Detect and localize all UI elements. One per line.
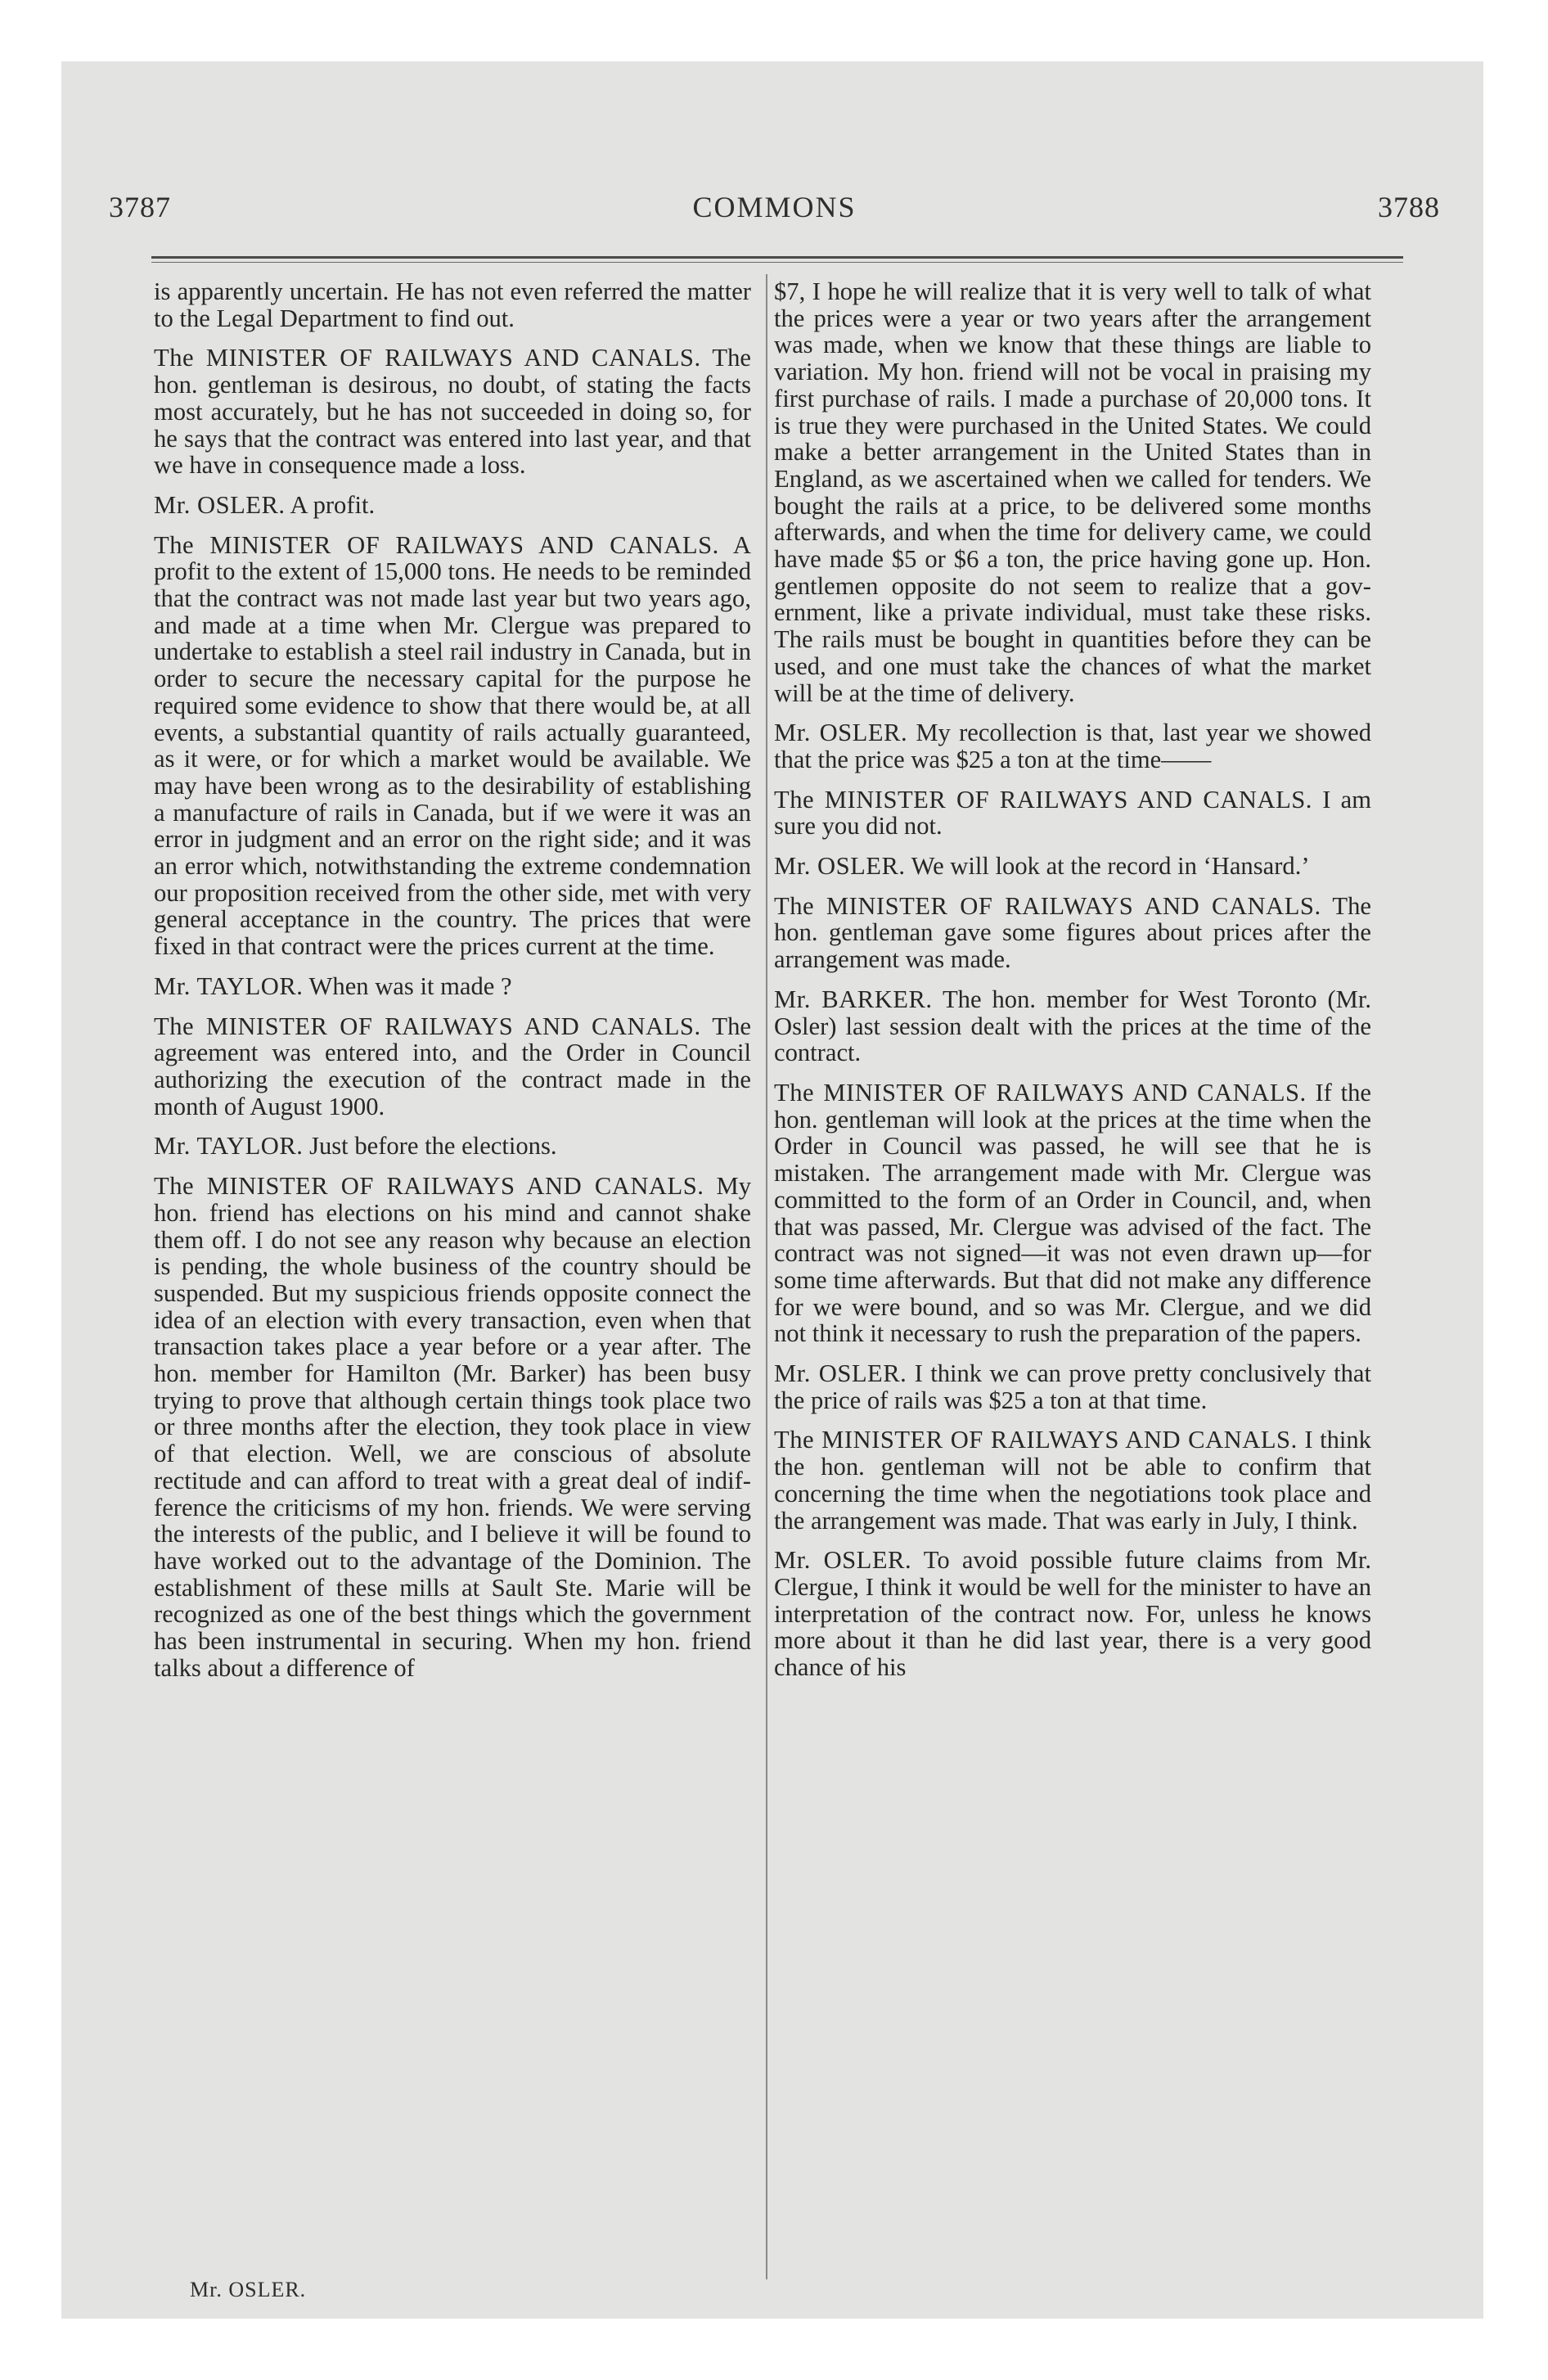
speaker-name: The MINISTER OF RAILWAYS AND CANALS. [774, 785, 1312, 814]
page-header [109, 190, 1440, 231]
paragraph-text: A profit to the extent of 15,000 tons. He needs to be reminded that the contract was not made last year but two years ago, and made at a time when Mr. Clergue was prepared to undertake to establish a steel rail industry in Canada, but in order to secure the necessary capital for the purpose he required some evidence to show that there would be, at all events, a substantial quantity of rails actually guaranteed, as it were, or for which a market would be available. We may have been wrong as to the desirability of establishing a manufacture of rails in Canada, but if we were it was an error in judgment and an error on the right side; and it was an error which, notwithstanding the extreme condemnation our proposition received from the other side, met with very general acceptance in the country. The prices that were fixed in that contract were the prices current at the time. [154, 530, 751, 961]
paragraph [774, 1547, 1371, 1681]
column-divider [766, 274, 767, 2279]
paragraph [154, 532, 751, 960]
paragraph-text: I am sure you did not. [774, 785, 1372, 841]
speaker-name: Mr. OSLER. [774, 852, 906, 881]
paragraph-text: A profit. [290, 490, 376, 519]
paragraph-text: The hon. gentleman is desirous, no doubt, of stating the facts most accurately, but he has not succeeded in doing so, for he says that the contract was entered into last year, and that we have in consequence made a loss. [154, 344, 751, 480]
speaker-name: The MINISTER OF RAILWAYS AND CANALS. [774, 891, 1321, 920]
paragraph-text: The hon. gentleman gave some figures about prices after the arrangement was made. [774, 891, 1371, 974]
speaker-name: The MINISTER OF RAILWAYS AND CANALS. [774, 1078, 1307, 1107]
paragraph [154, 345, 751, 479]
paragraph-text: Just before the elections. [309, 1132, 557, 1161]
left-column [154, 278, 751, 1694]
speaker-name: Mr. OSLER. [154, 490, 286, 519]
paragraph [774, 853, 1371, 880]
header-rule [151, 256, 1403, 259]
paragraph-text: If the hon. gentleman will look at the prices at the time when the Order in Council was passed, he will see that he is mistaken. The arrangement made with Mr. Clergue was committed to the form of an Order in Council, and, when that was passed, Mr. Clergue was advised of the fact. The contract was not signed—it was not even drawn up—for some time afterwards. But that did not make any difference for we were bound, and so was Mr. Clergue, and we did not think it necessary to rush the preparation of the papers. [774, 1078, 1372, 1348]
speaker-name: Mr. OSLER. [774, 1359, 907, 1388]
header-rule-thin [151, 262, 1403, 263]
paragraph [154, 1013, 751, 1120]
paragraph-text: My hon. friend has elections on his mind and cannot shake them off. I do not see any reason why because an election is pending, the whole business of the country should be suspended. But my suspicious friends opposite connect the idea of an election with every transaction, even when that transaction takes place a year before or a year after. The hon. member for Hamilton (Mr. Barker) has been busy trying to prove that although certain things took place two or three months after the election, they took place in view of that election. Well, we are conscious of absolute rectitude and can afford to treat with a great deal of indifference the criticisms of my hon. friends. We were serving the interests of the public, and I believe it will be found to have worked out to the advantage of the Dominion. The establishment of these mills at Sault Ste. Marie will be recognized as one of the best things which the government has been instrumental in securing. When my hon. friend talks about a difference of [154, 1172, 751, 1682]
page-title: COMMONS [692, 191, 857, 223]
paragraph-text: My recollection is that, last year we showed that the price was $25 a ton at the time—— [774, 719, 1372, 773]
paragraph-text: We will look at the record in ‘Hansard.’ [911, 852, 1310, 881]
right-column [774, 278, 1371, 1694]
paragraph [774, 1360, 1371, 1413]
speaker-name: The MINISTER OF RAILWAYS AND CANALS. [774, 1426, 1298, 1454]
speaker-name: Mr. BARKER. [774, 985, 933, 1013]
speaker-name: Mr. OSLER. [774, 1546, 912, 1575]
paragraph [774, 278, 1371, 706]
paragraph-text: To avoid possible future claims from Mr. Clergue, I think it would be well for the minister to have an interpretation of the contract now. For, unless he knows more about it than he did last year, there is a very good chance of his [774, 1546, 1371, 1682]
catchword: Mr. OSLER. [190, 2278, 307, 2301]
left-page-number: 3787 [109, 191, 171, 223]
paragraph [774, 1080, 1371, 1347]
speaker-name: The MINISTER OF RAILWAYS AND CANALS. [154, 344, 701, 372]
paragraph [774, 893, 1371, 973]
paragraph [154, 1133, 751, 1160]
paragraph-text: I think we can prove pretty conclusively that the price of rails was $25 a ton at that time. [774, 1359, 1371, 1414]
paragraph [154, 1173, 751, 1681]
paragraph-text: I think the hon. gentleman will not be able to confirm that concerning the time when the negotiations took place and the arrangement was made. That was early in July, I think. [774, 1426, 1371, 1535]
speaker-name: Mr. OSLER. [774, 719, 908, 747]
paragraph [154, 492, 751, 519]
paragraph [774, 986, 1371, 1066]
paragraph-text: $7, I hope he will realize that it is very well to talk of what the prices were a year or two years after the arrangement was made, when we know that these things are liable to variation. My hon. friend will not be vocal in praising my first purchase of rails. I made a purchase of 20,000 tons. It is true they were purchased in the United States. We could make a better arrangement in the United States than in England, as we ascertained when we called for tenders. We bought the rails at a price, to be delivered some months afterwards, and when the time for delivery came, we could have made $5 or $6 a ton, the price having gone up. Hon. gentlemen opposite do not seem to realize that a government, like a private individual, must take these risks. The rails must be bought in quantities before they can be used, and one must take the chances of what the market will be at the time of delivery. [774, 277, 1371, 707]
speaker-name: The MINISTER OF RAILWAYS AND CANALS. [154, 1172, 704, 1201]
paragraph [774, 719, 1371, 773]
speaker-name: The MINISTER OF RAILWAYS AND CANALS. [154, 530, 719, 559]
paragraph-text: When was it made ? [308, 971, 512, 1000]
paragraph [154, 278, 751, 331]
speaker-name: Mr. TAYLOR. [154, 1132, 304, 1161]
speaker-name: Mr. TAYLOR. [154, 971, 304, 1000]
paragraph-text: The agreement was entered into, and the Order in Council authorizing the execution of the contract made in the month of August 1900. [154, 1012, 751, 1120]
paragraph [774, 1427, 1371, 1534]
paragraph [154, 973, 751, 1000]
paragraph [774, 787, 1371, 840]
right-page-number: 3788 [1378, 191, 1440, 223]
paragraph-text: The hon. member for West Toronto (Mr. Osler) last session dealt with the prices at the time of the contract. [774, 985, 1371, 1067]
speaker-name: The MINISTER OF RAILWAYS AND CANALS. [154, 1012, 701, 1040]
paragraph-text: is apparently uncertain. He has not even referred the matter to the Legal Department to find out. [154, 277, 751, 332]
